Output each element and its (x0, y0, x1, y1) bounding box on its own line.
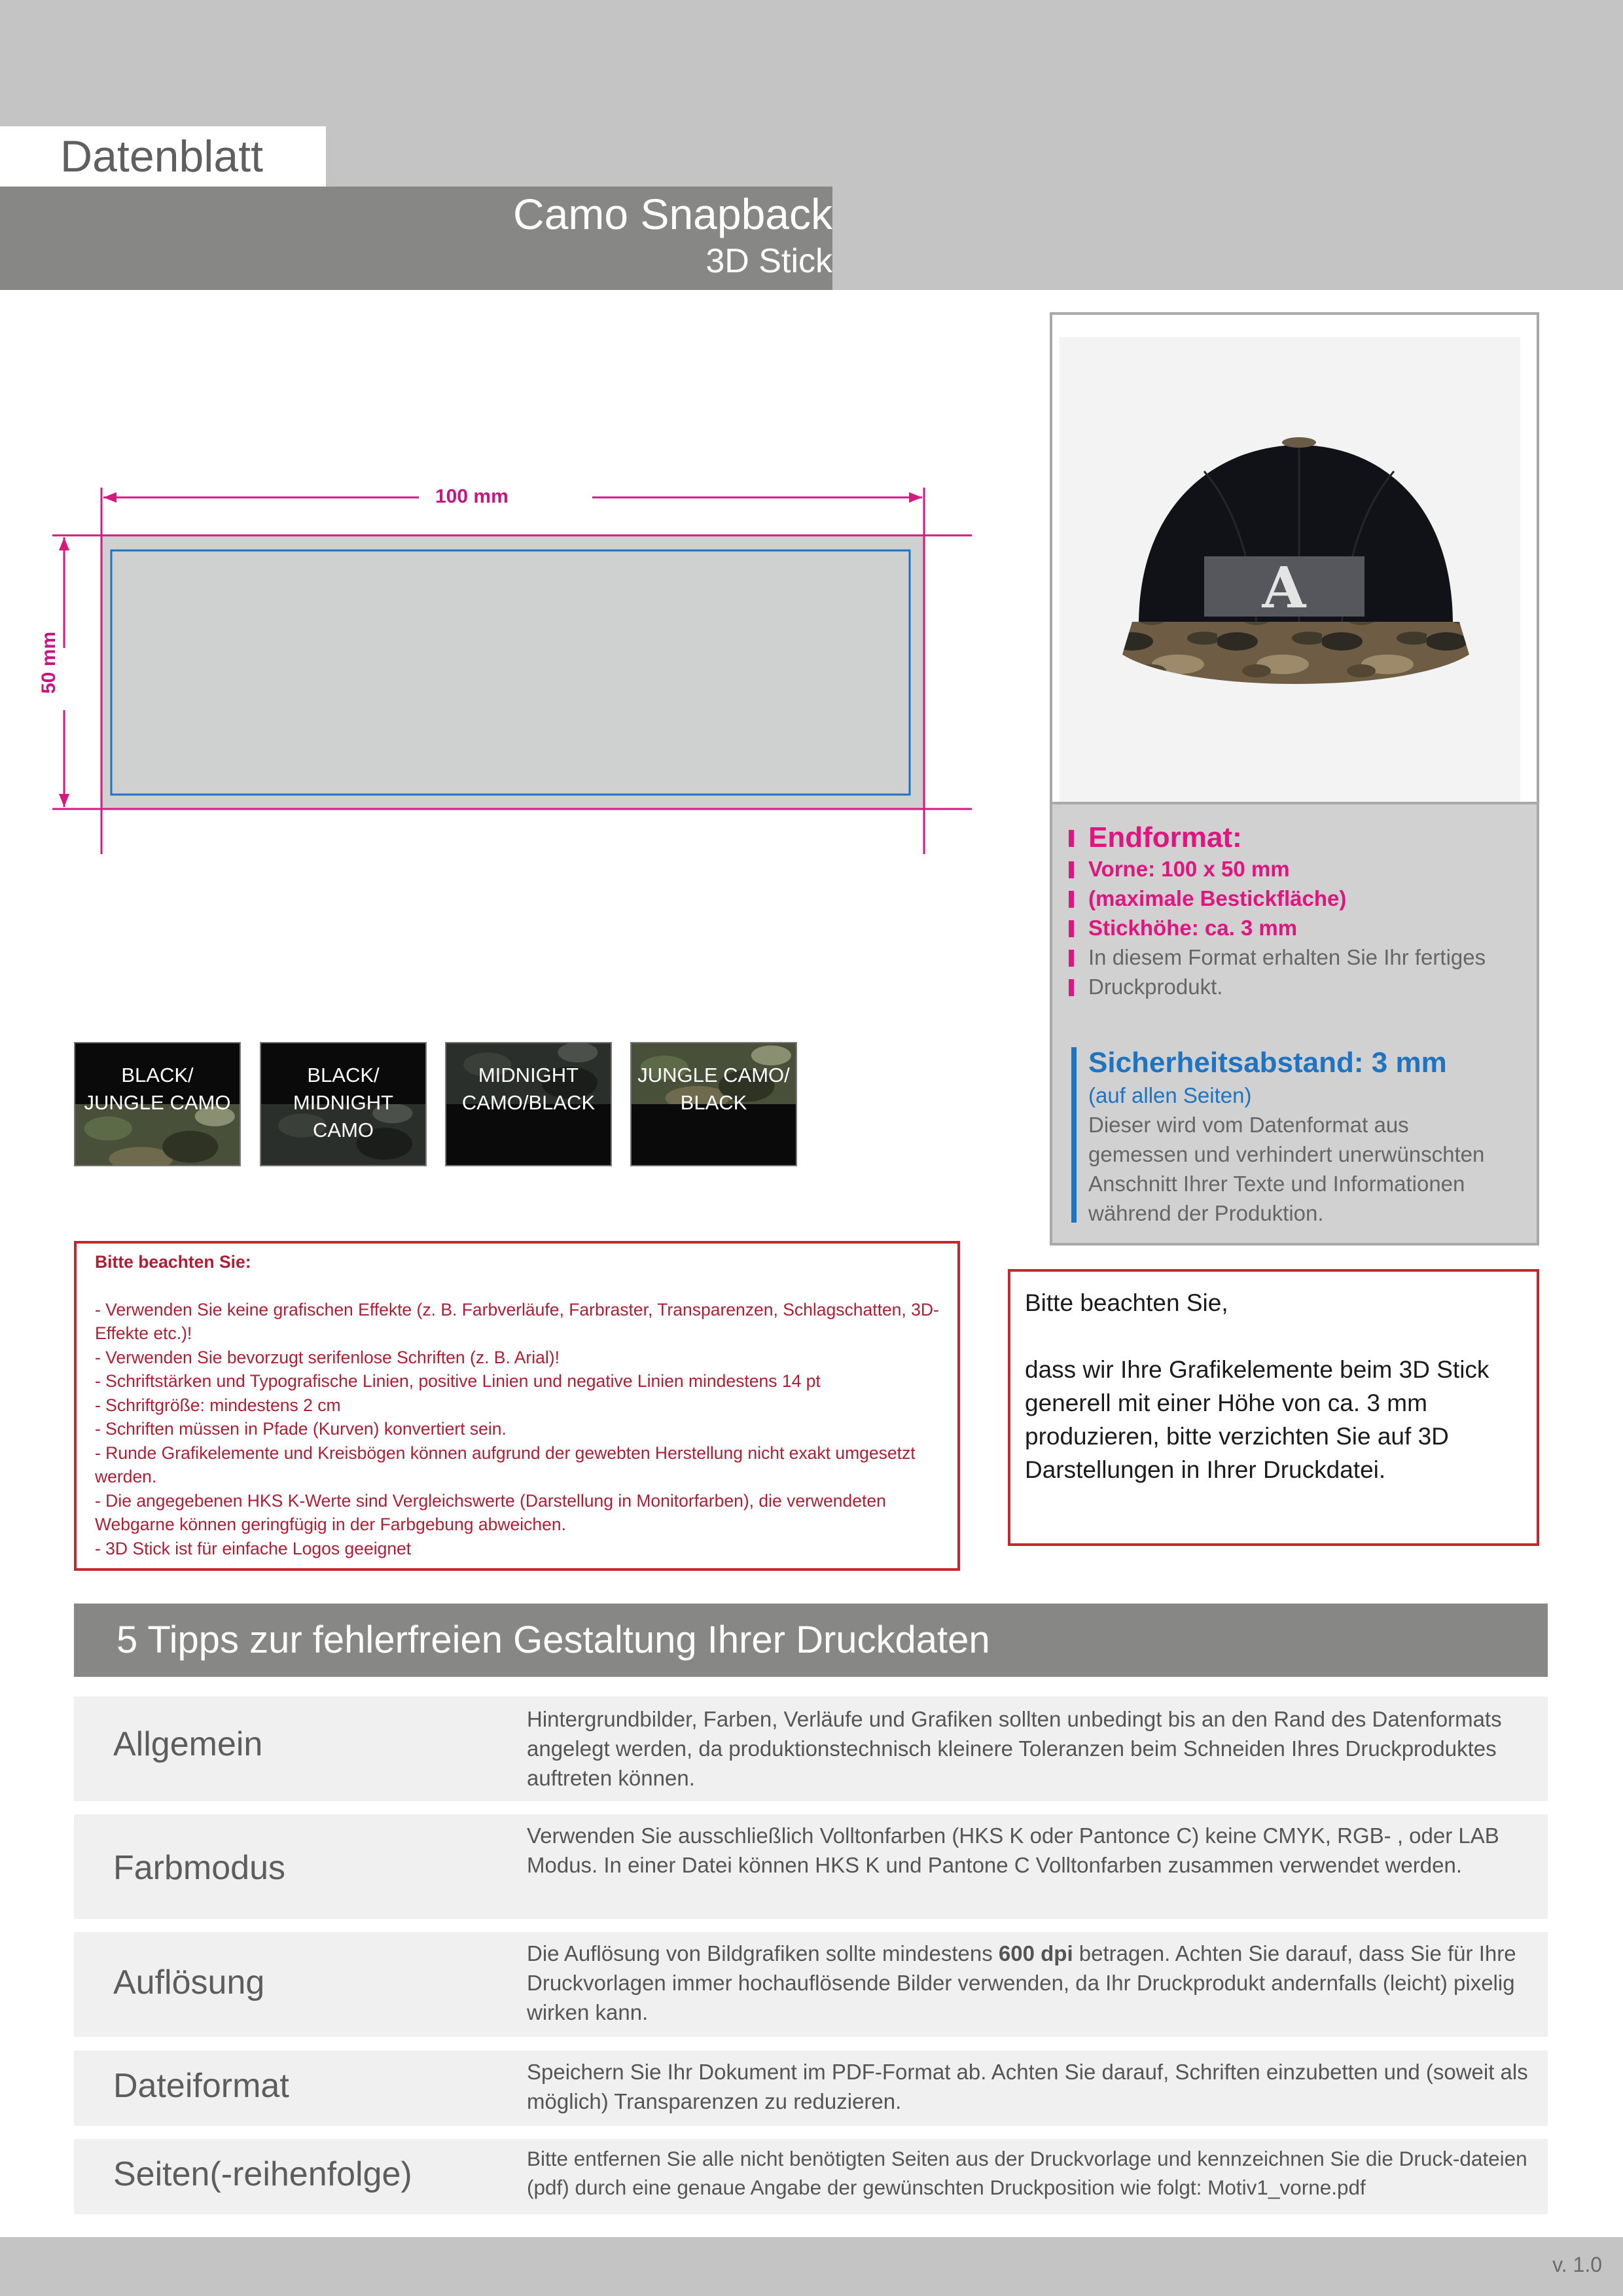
spec-max-area: (maximale Bestickfläche) (1088, 886, 1347, 910)
bullet-icon (1069, 950, 1074, 967)
swatch-black-jungle-camo (74, 1042, 241, 1166)
arrow-up-icon (59, 537, 69, 550)
tip-text-bold: 600 dpi (998, 1941, 1073, 1965)
swatch-jungle-camo-black (630, 1042, 797, 1166)
notice-box (1008, 1269, 1539, 1546)
tip-text: Bitte entfernen Sie alle nicht benötigten Seiten aus der Druckvorlage und kennzeichnen Sie die Druck-dateien (pdf) durch eine genaue Angabe der gewünschten Druckposition wie folgt: Motiv1_vorne.pdf (527, 2147, 1527, 2199)
height-label: 50 mm (38, 631, 60, 694)
swatch-label-line1: JUNGLE CAMO/ (637, 1064, 790, 1086)
spec-front: Vorne: 100 x 50 mm (1088, 857, 1290, 881)
tip-label: Auflösung (113, 1964, 265, 2001)
tip-text: Speichern Sie Ihr Dokument im PDF-Format ab. Achten Sie darauf, Schriften einzubetten und (soweit als möglich) Transparenzen zu reduzieren. (527, 2060, 1528, 2113)
version-label: v. 1.0 (1552, 2253, 1602, 2276)
note-item: - Schriftstärken und Typografische Linien, positive Linien und negative Linien mindestens 14 pt (95, 1371, 821, 1391)
note-item: - Schriftgröße: mindestens 2 cm (95, 1395, 341, 1415)
safety-line2: gemessen und verhindert unerwünschten (1088, 1142, 1485, 1166)
endformat-title: Endformat: (1088, 821, 1242, 853)
swatch-midnight-camo-black (445, 1042, 612, 1166)
note-item: - Die angegebenen HKS K-Werte sind Vergleichswerte (Darstellung in Monitorfarben), die verwendeten Webgarne können geringfügig in der Farbgebung abweichen. (95, 1490, 886, 1534)
monogram: A (1262, 555, 1306, 621)
tip-text-part: betragen. Achten Sie darauf, dass Sie für Ihre Druckvorlagen immer hochauflösende Bilder verwenden, da Ihr Druckprodukt andernfalls (leicht) pixelig wirken kann. (527, 1941, 1516, 2024)
note-item: - Runde Grafikelemente und Kreisbögen können aufgrund der gewebten Herstellung nicht exakt umgesetzt werden. (95, 1443, 916, 1486)
tip-row-dateiformat (74, 2051, 1548, 2126)
tip-text (527, 1939, 1528, 2027)
doc-label: Datenblatt (60, 132, 263, 181)
spec-info-line2: Druckprodukt. (1088, 975, 1223, 999)
spec-info-line1: In diesem Format erhalten Sie Ihr fertiges (1088, 945, 1486, 969)
safety-title: Sicherheitsabstand: 3 mm (1088, 1047, 1447, 1079)
safety-line1: Dieser wird vom Datenformat aus (1088, 1113, 1409, 1137)
bleed-area (101, 535, 924, 809)
swatch-label-line2: CAMO/BLACK (461, 1091, 596, 1114)
bullet-icon (1069, 830, 1074, 847)
format-drawing (0, 458, 995, 877)
note-box (74, 1241, 960, 1571)
note-item: - Verwenden Sie keine grafischen Effekte (z. B. Farbverläufe, Farbraster, Transparenzen, Schlagschatten, 3D-Effekte etc.)! (95, 1299, 939, 1343)
product-name: Camo Snapback (513, 190, 832, 238)
note-item: - Schriften müssen in Pfade (Kurven) konvertiert sein. (95, 1419, 507, 1439)
tip-text: Hintergrundbilder, Farben, Verläufe und Grafiken sollten unbedingt bis an den Rand des Datenformats angelegt werden, da produktionstechnisch kleinere Toleranzen beim Schneiden Ihres Druckproduktes auftreten können. (527, 1707, 1502, 1790)
arrow-right-icon (909, 492, 922, 503)
note-heading: Bitte beachten Sie: (95, 1252, 251, 1272)
note-list (95, 1298, 939, 1561)
tip-row-allgemein (74, 1696, 1548, 1801)
swatch-label-line1: BLACK/ (121, 1064, 194, 1086)
tip-label: Seiten(-reihenfolge) (113, 2155, 412, 2193)
note-item: - Verwenden Sie bevorzugt serifenlose Schriften (z. B. Arial)! (95, 1347, 560, 1367)
tip-row-seiten (74, 2139, 1548, 2214)
arrow-left-icon (103, 492, 116, 503)
safety-line3: Anschnitt Ihrer Texte und Informationen (1088, 1172, 1465, 1196)
tips-title: 5 Tipps zur fehlerfreien Gestaltung Ihrer Druckdaten (116, 1619, 990, 1661)
tip-row-aufloesung (74, 1932, 1548, 2037)
swatch-label-line2: MIDNIGHT CAMO (293, 1091, 394, 1141)
tip-row-farbmodus (74, 1814, 1548, 1919)
bullet-icon (1069, 891, 1074, 908)
swatch-label-line1: MIDNIGHT (478, 1064, 579, 1086)
width-label: 100 mm (435, 486, 508, 507)
swatch-label-line2: BLACK (680, 1091, 747, 1114)
safety-bar (1071, 1047, 1077, 1223)
swatch-label-line1: BLACK/ (307, 1064, 380, 1086)
tip-label: Dateiformat (113, 2067, 289, 2105)
note-item: - 3D Stick ist für einfache Logos geeignet (95, 1538, 412, 1558)
swatch-label-line2: JUNGLE CAMO (84, 1091, 231, 1114)
safety-line4: während der Produktion. (1088, 1201, 1324, 1225)
tip-text-part: Die Auflösung von Bildgrafiken sollte mindestens (527, 1941, 999, 1965)
bullet-icon (1069, 979, 1074, 996)
cap-visor (1122, 622, 1469, 684)
notice-heading: Bitte beachten Sie, (1025, 1289, 1228, 1316)
tip-text: Verwenden Sie ausschließlich Volltonfarben (HKS K oder Pantonce C) keine CMYK, RGB- , oder LAB Modus. In einer Datei können HKS K und Pantone C Volltonfarben zusammen verwendet werden. (527, 1823, 1499, 1877)
bullet-icon (1069, 861, 1074, 878)
product-variant: 3D Stick (705, 242, 832, 280)
spec-stitch-height: Stickhöhe: ca. 3 mm (1088, 916, 1298, 940)
arrow-down-icon (59, 794, 69, 807)
bullet-icon (1069, 920, 1074, 937)
tip-label: Farbmodus (113, 1849, 285, 1887)
notice-body: dass wir Ihre Grafikelemente beim 3D Stick generell mit einer Höhe von ca. 3 mm produzieren, bitte verzichten Sie auf 3D Darstellungen in Ihrer Druckdatei. (1025, 1356, 1489, 1483)
footer-band (0, 2237, 1623, 2296)
safety-sub: (auf allen Seiten) (1088, 1083, 1252, 1107)
cap-image (1113, 419, 1479, 713)
swatch-black-midnight-camo (260, 1042, 427, 1166)
tip-label: Allgemein (113, 1725, 263, 1763)
